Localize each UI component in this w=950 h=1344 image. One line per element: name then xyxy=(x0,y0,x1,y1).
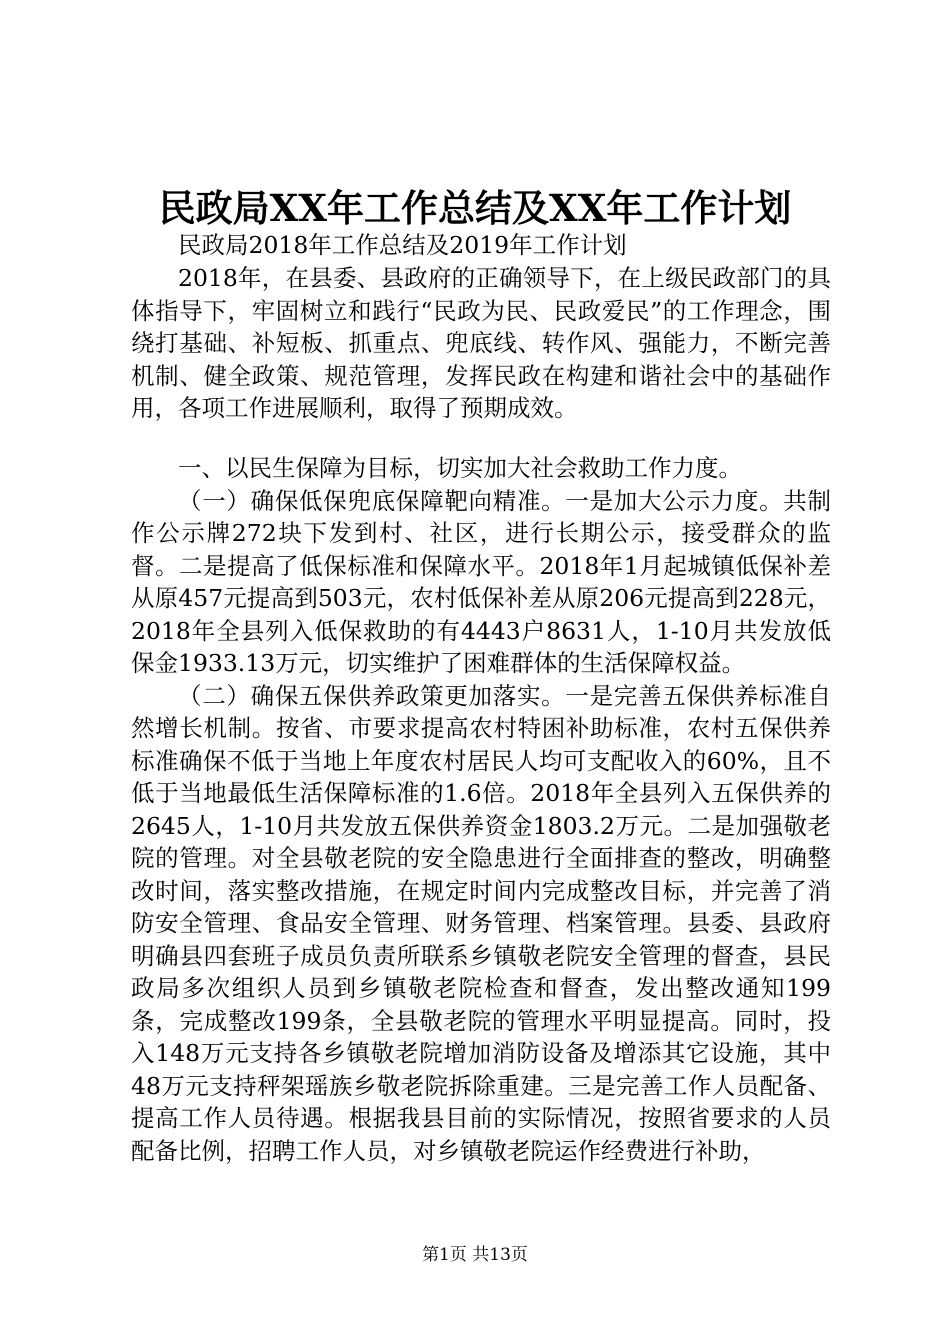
document-subtitle xyxy=(131,229,831,262)
body-paragraph: （一）确保低保兜底保障靶向精准。一是加大公示力度。共制作公示牌272块下发到村、社区，进行长期公示，接受群众的监督。二是提高了低保标准和保障水平。2018年1月起城镇低保补差从原457元提高到503元，农村低保补差从原206元提高到228元，2018年全县列入低保救助的有4443户8631人，1-10月共发放低保金1933.13万元，切实维护了困难群体的生活保障权益。 xyxy=(131,486,831,677)
intro-block xyxy=(131,262,831,425)
body-paragraph: （二）确保五保供养政策更加落实。一是完善五保供养标准自然增长机制。按省、市要求提高农村特困补助标准，农村五保供养标准确保不低于当地上年度农村居民人均可支配收入的60%，且不低于当地最低生活保障标准的1.6倍。2018年全县列入五保供养的2645人，1-10月共发放五保供养资金1803.2万元。二是加强敬老院的管理。对全县敬老院的安全隐患进行全面排查的整改，明确整改时间，落实整改措施，在规定时间内完成整改目标，并完善了消防安全管理、食品安全管理、财务管理、档案管理。县委、县政府明确县四套班子成员负责所联系乡镇敬老院安全管理的督查，县民政局多次组织人员到乡镇敬老院检查和督查，发出整改通知199条，完成整改199条，全县敬老院的管理水平明显提高。同时，投入148万元支持各乡镇敬老院增加消防设备及增添其它设施，其中48万元支持秤架瑶族乡敬老院拆除重建。三是完善工作人员配备、提高工作人员待遇。根据我县目前的实际情况，按照省要求的人员配备比例，招聘工作人员，对乡镇敬老院运作经费进行补助， xyxy=(131,681,831,1165)
section-block xyxy=(131,452,831,1167)
page-number-footer: 第1页 共13页 xyxy=(422,1245,528,1265)
subtitle-text: 民政局2018年工作总结及2019年工作计划 xyxy=(178,231,627,259)
intro-paragraph: 2018年，在县委、县政府的正确领导下，在上级民政部门的具体指导下，牢固树立和践行“民政为民、民政爱民”的工作理念，围绕打基础、补短板、抓重点、兜底线、转作风、强能力，不断完善机制、健全政策、规范管理，发挥民政在构建和谐社会中的基础作用，各项工作进展顺利，取得了预期成效。 xyxy=(131,264,831,422)
section-heading: 一、以民生保障为目标，切实加大社会救助工作力度。 xyxy=(178,454,742,482)
document-title: 民政局XX年工作总结及XX年工作计划 xyxy=(158,186,792,230)
